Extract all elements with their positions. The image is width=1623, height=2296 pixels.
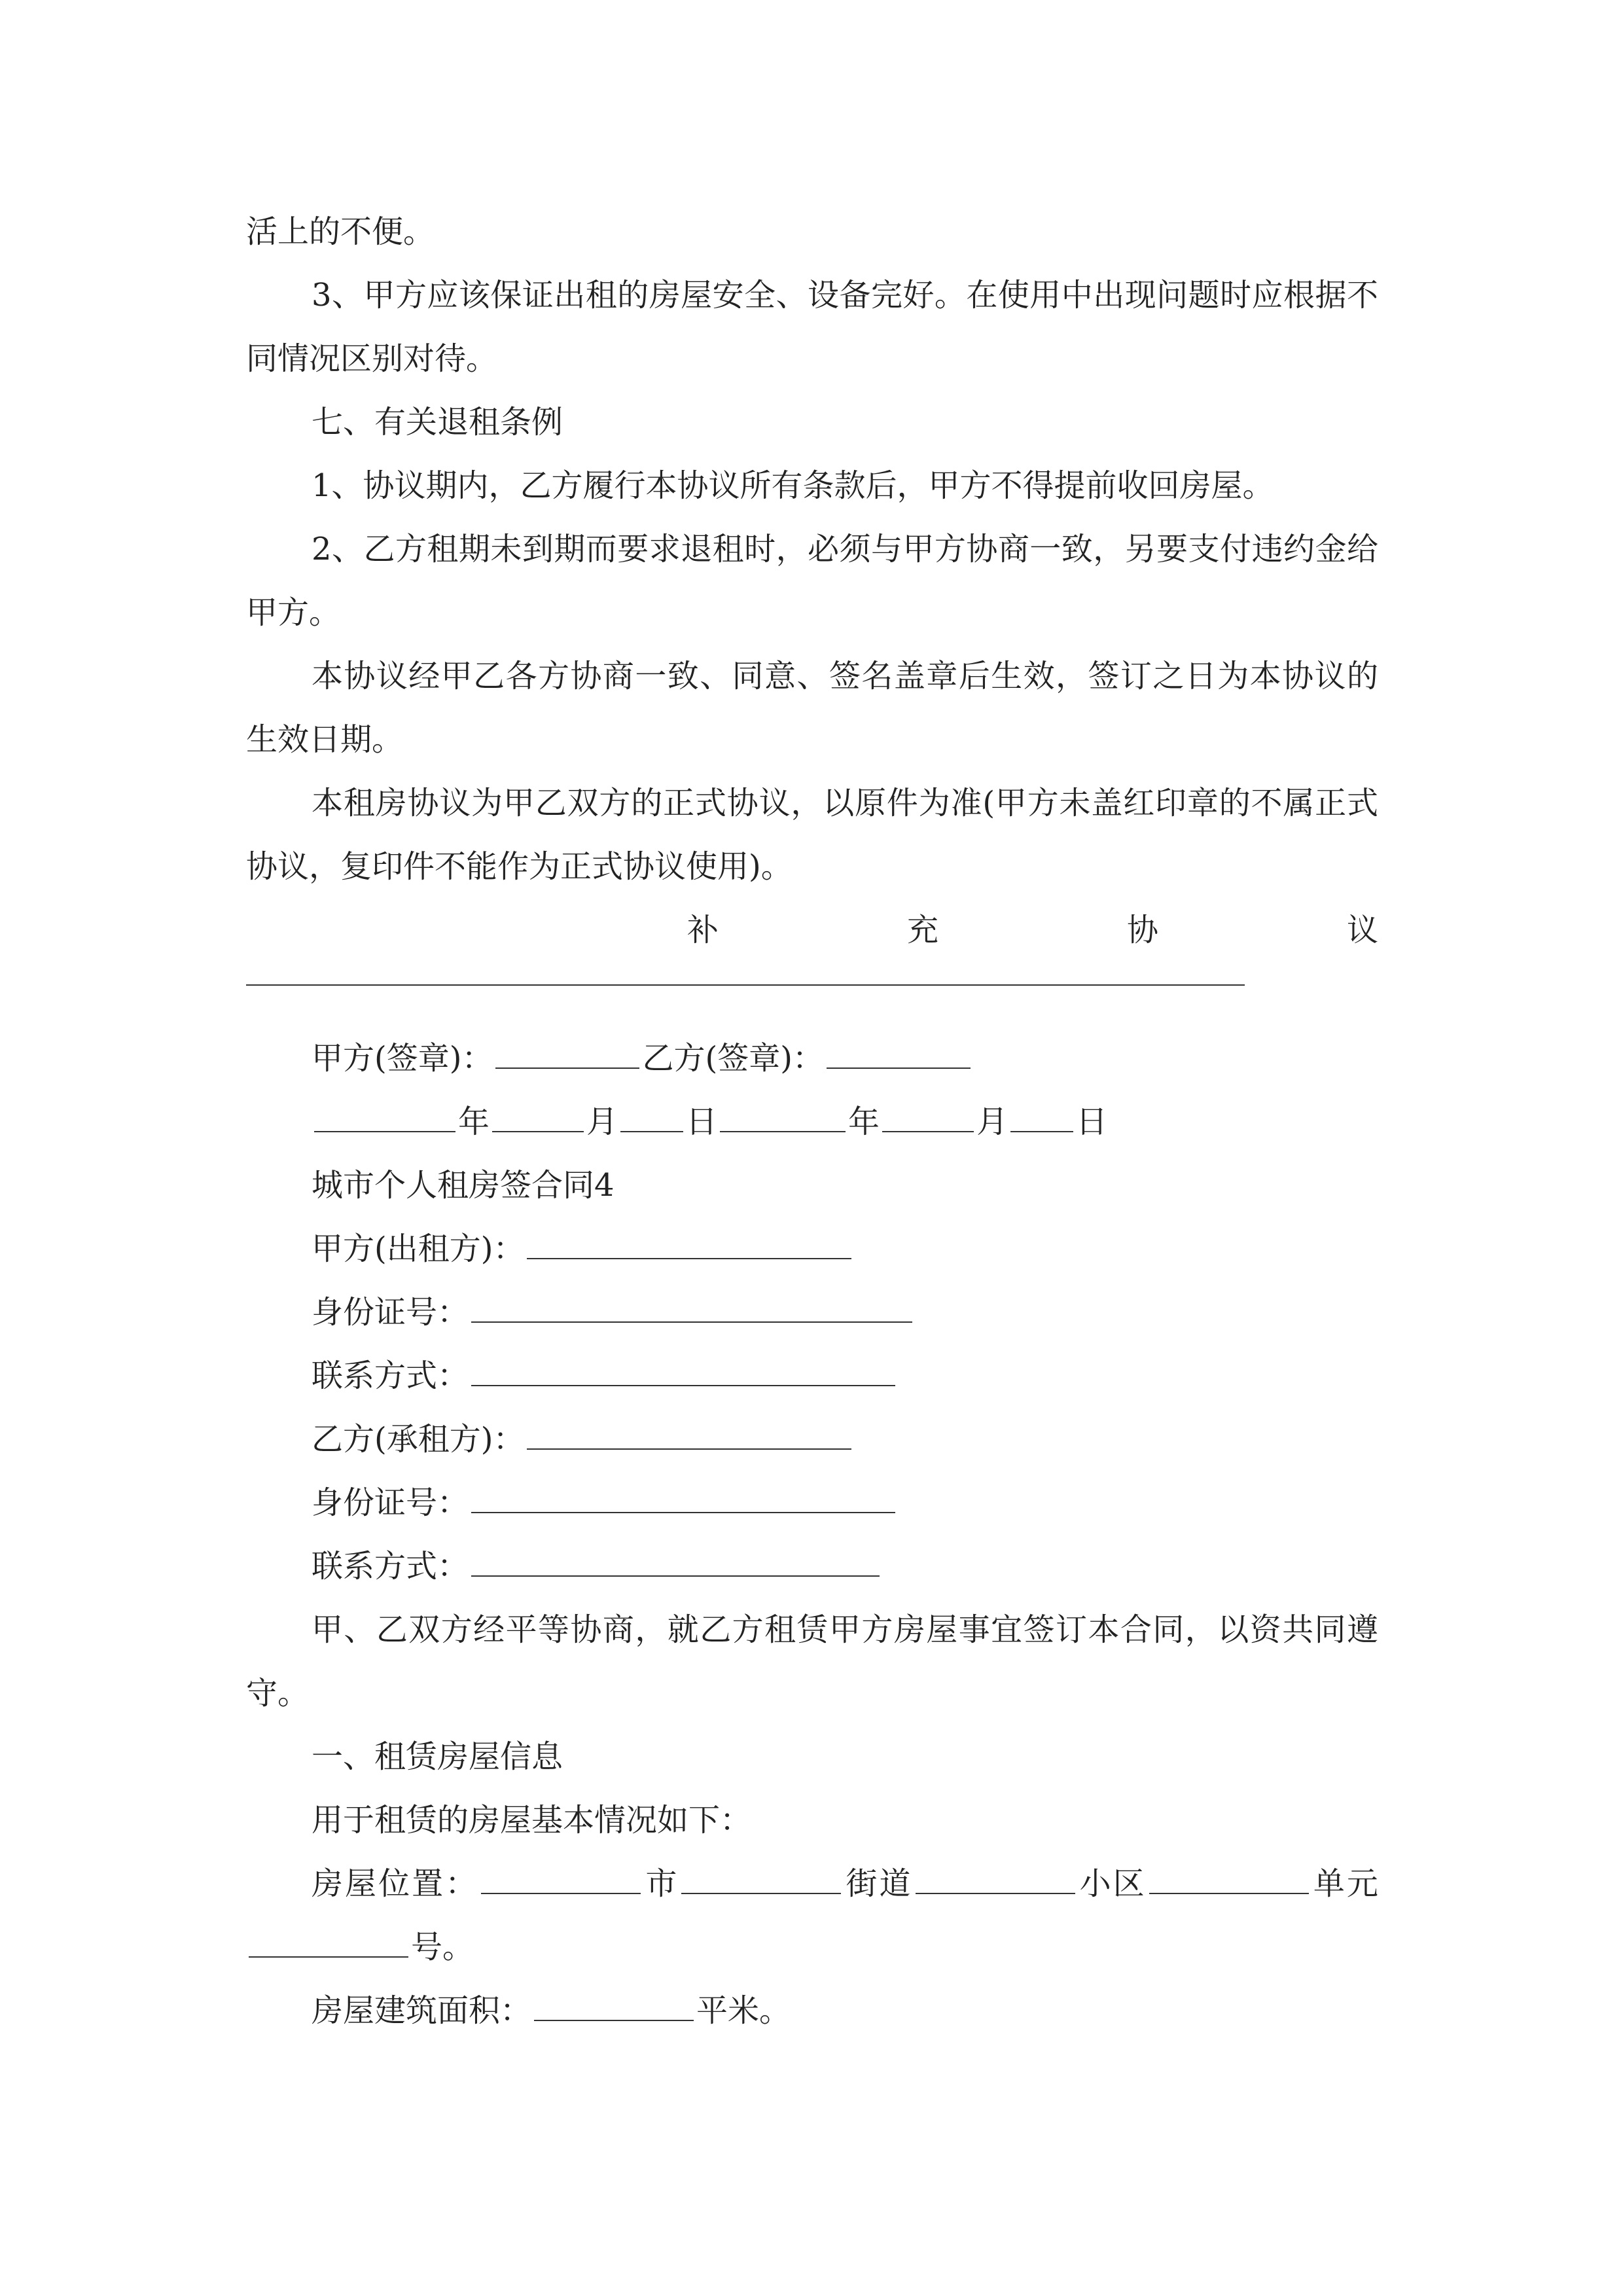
number-blank[interactable] (249, 1933, 408, 1958)
id-label: 身份证号： (312, 1294, 469, 1331)
paragraph-clause-3: 3、甲方应该保证出租的房屋安全、设备完好。在使用中出现问题时应根据不同情况区别对待。 (246, 277, 1378, 377)
paragraph-official: 本租房协议为甲乙双方的正式协议，以原件为准(甲方未盖红印章的不属正式协议，复印件不能作为正式协议使用)。 (246, 785, 1378, 885)
lessor-blank[interactable] (527, 1234, 851, 1259)
party-a-sign-blank[interactable] (495, 1044, 639, 1069)
supplement-char: 补 (687, 912, 719, 948)
lessee-blank[interactable] (527, 1425, 851, 1450)
lessor-id-row (246, 1281, 1378, 1344)
month-blank-a[interactable] (492, 1107, 584, 1132)
contact-label: 联系方式： (312, 1548, 469, 1585)
year-blank-b[interactable] (720, 1107, 846, 1132)
signature-row (246, 1027, 1378, 1090)
month-blank-b[interactable] (882, 1107, 974, 1132)
location-label: 房屋位置： (312, 1865, 479, 1902)
number-label: 号。 (411, 1929, 474, 1965)
supplement-heading (246, 899, 1378, 962)
contact-label: 联系方式： (312, 1357, 469, 1394)
paragraph-clause-2: 2、乙方租期未到期而要求退租时，必须与甲方协商一致，另要支付违约金给甲方。 (246, 531, 1378, 631)
contract-intro: 甲、乙双方经平等协商，就乙方租赁甲方房屋事宜签订本合同，以资共同遵守。 (246, 1611, 1378, 1712)
street-label: 街道 (844, 1865, 913, 1902)
year-blank-a[interactable] (314, 1107, 455, 1132)
party-b-sign-blank[interactable] (827, 1044, 971, 1069)
lessor-contact-blank[interactable] (471, 1361, 895, 1386)
day-label: 日 (1076, 1103, 1108, 1140)
day-label: 日 (686, 1103, 718, 1140)
area-unit-label: 平米。 (696, 1992, 791, 2029)
area-label: 房屋建筑面积： (312, 1992, 532, 2029)
lessee-row (246, 1408, 1378, 1471)
paragraph-effective: 本协议经甲乙各方协商一致、同意、签名盖章后生效，签订之日为本协议的生效日期。 (246, 658, 1378, 758)
lessee-label: 乙方(承租方)： (312, 1421, 525, 1458)
day-blank-b[interactable] (1010, 1107, 1073, 1132)
lessee-id-blank[interactable] (471, 1488, 895, 1513)
city-label: 市 (643, 1865, 679, 1902)
day-blank-a[interactable] (620, 1107, 683, 1132)
lessor-label: 甲方(出租方)： (312, 1230, 525, 1267)
year-label: 年 (458, 1103, 490, 1140)
supplement-char: 协 (1126, 912, 1158, 948)
location-row (246, 1852, 1378, 1979)
document-page (246, 200, 1378, 2043)
community-blank[interactable] (916, 1869, 1075, 1894)
lessor-row (246, 1217, 1378, 1281)
area-row (246, 1979, 1378, 2043)
month-label: 月 (976, 1103, 1008, 1140)
area-blank[interactable] (534, 1996, 694, 2021)
contract-title: 城市个人租房签合同4 (312, 1167, 615, 1204)
unit-blank[interactable] (1149, 1869, 1309, 1894)
paragraph-continuation: 活上的不便。 (246, 213, 435, 250)
lessee-id-row (246, 1471, 1378, 1535)
section-heading-7: 七、有关退租条例 (312, 404, 563, 440)
basic-info-line: 用于租赁的房屋基本情况如下： (312, 1802, 752, 1839)
party-b-sign-label: 乙方(签章)： (642, 1040, 824, 1077)
supplement-char: 充 (906, 912, 938, 948)
unit-label: 单元 (1311, 1865, 1378, 1902)
community-label: 小区 (1077, 1865, 1147, 1902)
party-a-sign-label: 甲方(签章)： (312, 1040, 493, 1077)
date-row (246, 1090, 1378, 1154)
supplement-blank-line[interactable] (246, 962, 1245, 986)
lessee-contact-row (246, 1535, 1378, 1598)
lessor-contact-row (246, 1344, 1378, 1408)
city-blank[interactable] (481, 1869, 641, 1894)
supplement-char: 议 (1346, 912, 1378, 948)
lessee-contact-blank[interactable] (471, 1552, 880, 1577)
year-label: 年 (848, 1103, 880, 1140)
lessor-id-blank[interactable] (471, 1298, 912, 1323)
paragraph-clause-1: 1、协议期内，乙方履行本协议所有条款后，甲方不得提前收回房屋。 (312, 467, 1274, 504)
month-label: 月 (586, 1103, 618, 1140)
street-blank[interactable] (681, 1869, 841, 1894)
id-label: 身份证号： (312, 1484, 469, 1521)
section-heading-1: 一、租赁房屋信息 (312, 1738, 563, 1775)
